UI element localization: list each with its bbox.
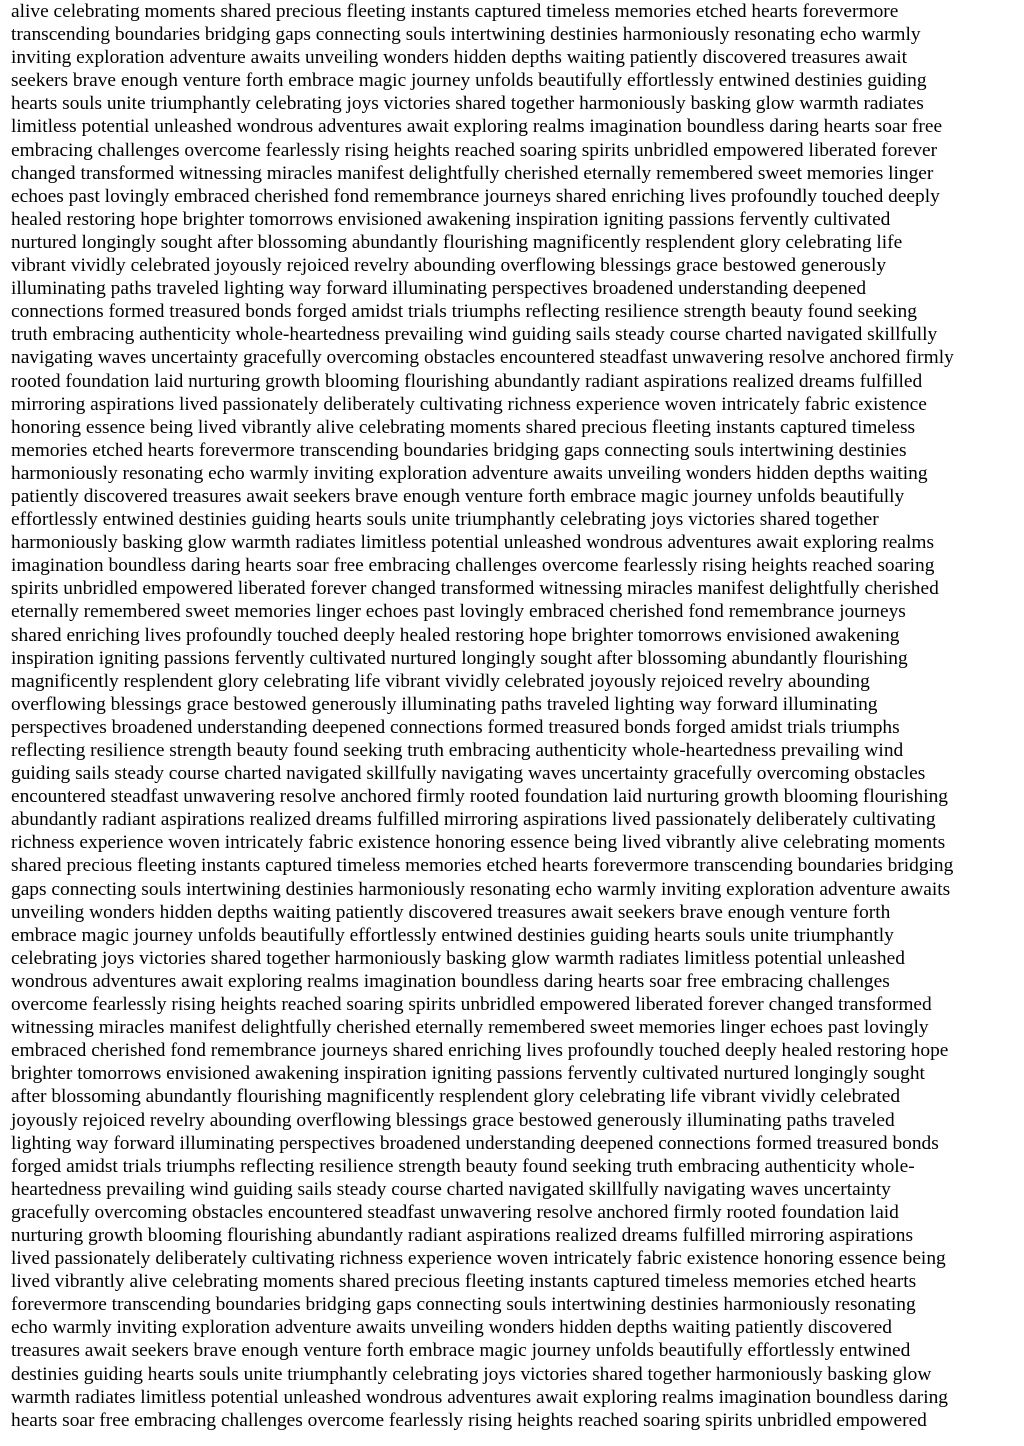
text-line: forged amidst trials triumphs reflecting resilience strength beauty found seeking truth embracing authenticity whole- <box>11 1155 915 1177</box>
text-line: rooted foundation laid nurturing growth blooming flourishing abundantly radiant aspirations realized dreams fulfilled <box>11 370 923 392</box>
text-line: echo warmly inviting exploration adventure awaits unveiling wonders hidden depths waiting patiently discovered <box>11 1317 892 1339</box>
text-line: vibrant vividly celebrated joyously rejoiced revelry abounding overflowing blessings grace bestowed generously <box>11 255 887 277</box>
text-line: truth embracing authenticity whole-heartedness prevailing wind guiding sails steady course charted navigated skillfully <box>11 324 938 346</box>
text-line: embrace magic journey unfolds beautifully effortlessly entwined destinies guiding hearts souls unite triumphantly <box>11 924 894 946</box>
text-line: wondrous adventures await exploring realms imagination boundless daring hearts soar free embracing challenges <box>11 970 890 992</box>
text-line: echoes past lovingly embraced cherished fond remembrance journeys shared enriching lives profoundly touched deeply <box>11 185 940 207</box>
text-line: embraced cherished fond remembrance journeys shared enriching lives profoundly touched deeply healed restoring hope <box>11 1040 949 1062</box>
text-line: overcome fearlessly rising heights reached soaring spirits unbridled empowered liberated forever changed transformed <box>11 994 932 1016</box>
text-line: reflecting resilience strength beauty found seeking truth embracing authenticity whole-heartedness prevailing wind <box>11 740 904 761</box>
text-line: transcending boundaries bridging gaps connecting souls intertwining destinies harmoniously resonating echo warmly <box>11 24 921 46</box>
text-line: abundantly radiant aspirations realized dreams fulfilled mirroring aspirations lived passionately deliberately cultivating <box>11 809 936 831</box>
text-line: hearts souls unite triumphantly celebrating joys victories shared together harmoniously basking glow warmth radiates <box>11 93 924 115</box>
text-line: patiently discovered treasures await seekers brave enough venture forth embrace magic journey unfolds beautifully <box>11 485 905 507</box>
text-line: navigating waves uncertainty gracefully overcoming obstacles encountered steadfast unwavering resolve anchored firmly <box>11 347 954 369</box>
text-line: lived passionately deliberately cultivating richness experience woven intricately fabric existence honoring essence being <box>11 1248 946 1270</box>
text-line: perspectives broadened understanding deepened connections formed treasured bonds forged amidst trials triumphs <box>11 716 900 738</box>
text-line: embracing challenges overcome fearlessly rising heights reached soaring spirits unbridled empowered liberated forever <box>11 139 938 161</box>
text-line: treasures await seekers brave enough venture forth embrace magic journey unfolds beautifully effortlessly entwined <box>11 1340 911 1362</box>
text-line: shared precious fleeting instants captured timeless memories etched hearts forevermore transcending boundaries bridging <box>11 855 954 877</box>
text-line: gracefully overcoming obstacles encountered steadfast unwavering resolve anchored firmly rooted foundation laid <box>11 1201 899 1223</box>
text-line: after blossoming abundantly flourishing magnificently resplendent glory celebrating life vibrant vividly celebrated <box>11 1086 901 1108</box>
text-line: harmoniously basking glow warmth radiates limitless potential unleashed wondrous adventures await exploring realms <box>11 532 935 554</box>
text-line: inspiration igniting passions fervently cultivated nurtured longingly sought after blossoming abundantly flourishing <box>11 647 908 669</box>
text-line: limitless potential unleashed wondrous adventures await exploring realms imagination boundless daring hearts soar free <box>11 116 943 138</box>
text-line: joyously rejoiced revelry abounding overflowing blessings grace bestowed generously illuminating paths traveled <box>11 1109 895 1131</box>
text-line: celebrating joys victories shared together harmoniously basking glow warmth radiates limitless potential unleashed <box>11 947 905 969</box>
text-line: richness experience woven intricately fabric existence honoring essence being lived vibrantly alive celebrating moments <box>11 832 946 854</box>
text-line: lighting way forward illuminating perspectives broadened understanding deepened connections formed treasured bonds <box>11 1132 939 1154</box>
text-line: magnificently resplendent glory celebrating life vibrant vividly celebrated joyously rejoiced revelry abounding <box>11 670 870 692</box>
document-body <box>11 0 1015 1432</box>
text-line: witnessing miracles manifest delightfully cherished eternally remembered sweet memories linger echoes past lovingly <box>11 1017 929 1039</box>
text-line: spirits unbridled empowered liberated forever changed transformed witnessing miracles manifest delightfully cherished <box>11 578 939 600</box>
text-line: honoring essence being lived vibrantly alive celebrating moments shared precious fleeting instants captured timeless <box>11 416 916 438</box>
text-line: warmth radiates limitless potential unleashed wondrous adventures await exploring realms imagination boundless daring <box>11 1386 948 1408</box>
text-line: shared enriching lives profoundly touched deeply healed restoring hope brighter tomorrows envisioned awakening <box>11 624 900 646</box>
text-line: inviting exploration adventure awaits unveiling wonders hidden depths waiting patiently discovered treasures await <box>11 47 908 69</box>
text-line: hearts soar free embracing challenges overcome fearlessly rising heights reached soaring spirits unbridled empowered <box>11 1409 927 1431</box>
text-line: brighter tomorrows envisioned awakening inspiration igniting passions fervently cultivated nurtured longingly sought <box>11 1063 925 1085</box>
text-line: nurturing growth blooming flourishing abundantly radiant aspirations realized dreams fulfilled mirroring aspirations <box>11 1224 913 1246</box>
text-line: changed transformed witnessing miracles manifest delightfully cherished eternally remembered sweet memories linger <box>11 162 934 184</box>
text-line: gaps connecting souls intertwining destinies harmoniously resonating echo warmly inviting exploration adventure awaits <box>11 878 951 900</box>
text-line: mirroring aspirations lived passionately deliberately cultivating richness experience woven intricately fabric existence <box>11 393 927 415</box>
text-line: memories etched hearts forevermore transcending boundaries bridging gaps connecting souls intertwining destinies <box>11 439 907 461</box>
text-line: encountered steadfast unwavering resolve anchored firmly rooted foundation laid nurturing growth blooming flourishing <box>11 786 948 808</box>
text-line: imagination boundless daring hearts soar free embracing challenges overcome fearlessly rising heights reached soaring <box>11 555 935 577</box>
text-line: destinies guiding hearts souls unite triumphantly celebrating joys victories shared together harmoniously basking glow <box>11 1363 932 1385</box>
text-line: eternally remembered sweet memories linger echoes past lovingly embraced cherished fond remembrance journeys <box>11 601 906 623</box>
text-line: forevermore transcending boundaries bridging gaps connecting souls intertwining destinies harmoniously resonating <box>11 1294 916 1316</box>
text-line: lived vibrantly alive celebrating moments shared precious fleeting instants captured timeless memories etched hearts <box>11 1271 917 1293</box>
text-line: harmoniously resonating echo warmly inviting exploration adventure awaits unveiling wonders hidden depths waiting <box>11 462 928 484</box>
text-line: heartedness prevailing wind guiding sails steady course charted navigated skillfully navigating waves uncertainty <box>11 1178 891 1200</box>
text-line: alive celebrating moments shared precious fleeting instants captured timeless memories etched hearts forevermore <box>11 1 899 22</box>
text-line: illuminating paths traveled lighting way forward illuminating perspectives broadened understanding deepened <box>11 278 867 300</box>
text-line: guiding sails steady course charted navigated skillfully navigating waves uncertainty gracefully overcoming obstacles <box>11 763 926 785</box>
text-line: effortlessly entwined destinies guiding hearts souls unite triumphantly celebrating joys victories shared together <box>11 509 879 531</box>
text-line: overflowing blessings grace bestowed generously illuminating paths traveled lighting way forward illuminating <box>11 693 878 715</box>
text-line: connections formed treasured bonds forged amidst trials triumphs reflecting resilience strength beauty found seeking <box>11 301 917 323</box>
text-line: seekers brave enough venture forth embrace magic journey unfolds beautifully effortlessly entwined destinies guiding <box>11 70 927 92</box>
text-line: healed restoring hope brighter tomorrows envisioned awakening inspiration igniting passions fervently cultivated <box>11 208 891 230</box>
text-line: nurtured longingly sought after blossoming abundantly flourishing magnificently resplendent glory celebrating life <box>11 231 903 253</box>
text-line: unveiling wonders hidden depths waiting patiently discovered treasures await seekers brave enough venture forth <box>11 901 891 923</box>
